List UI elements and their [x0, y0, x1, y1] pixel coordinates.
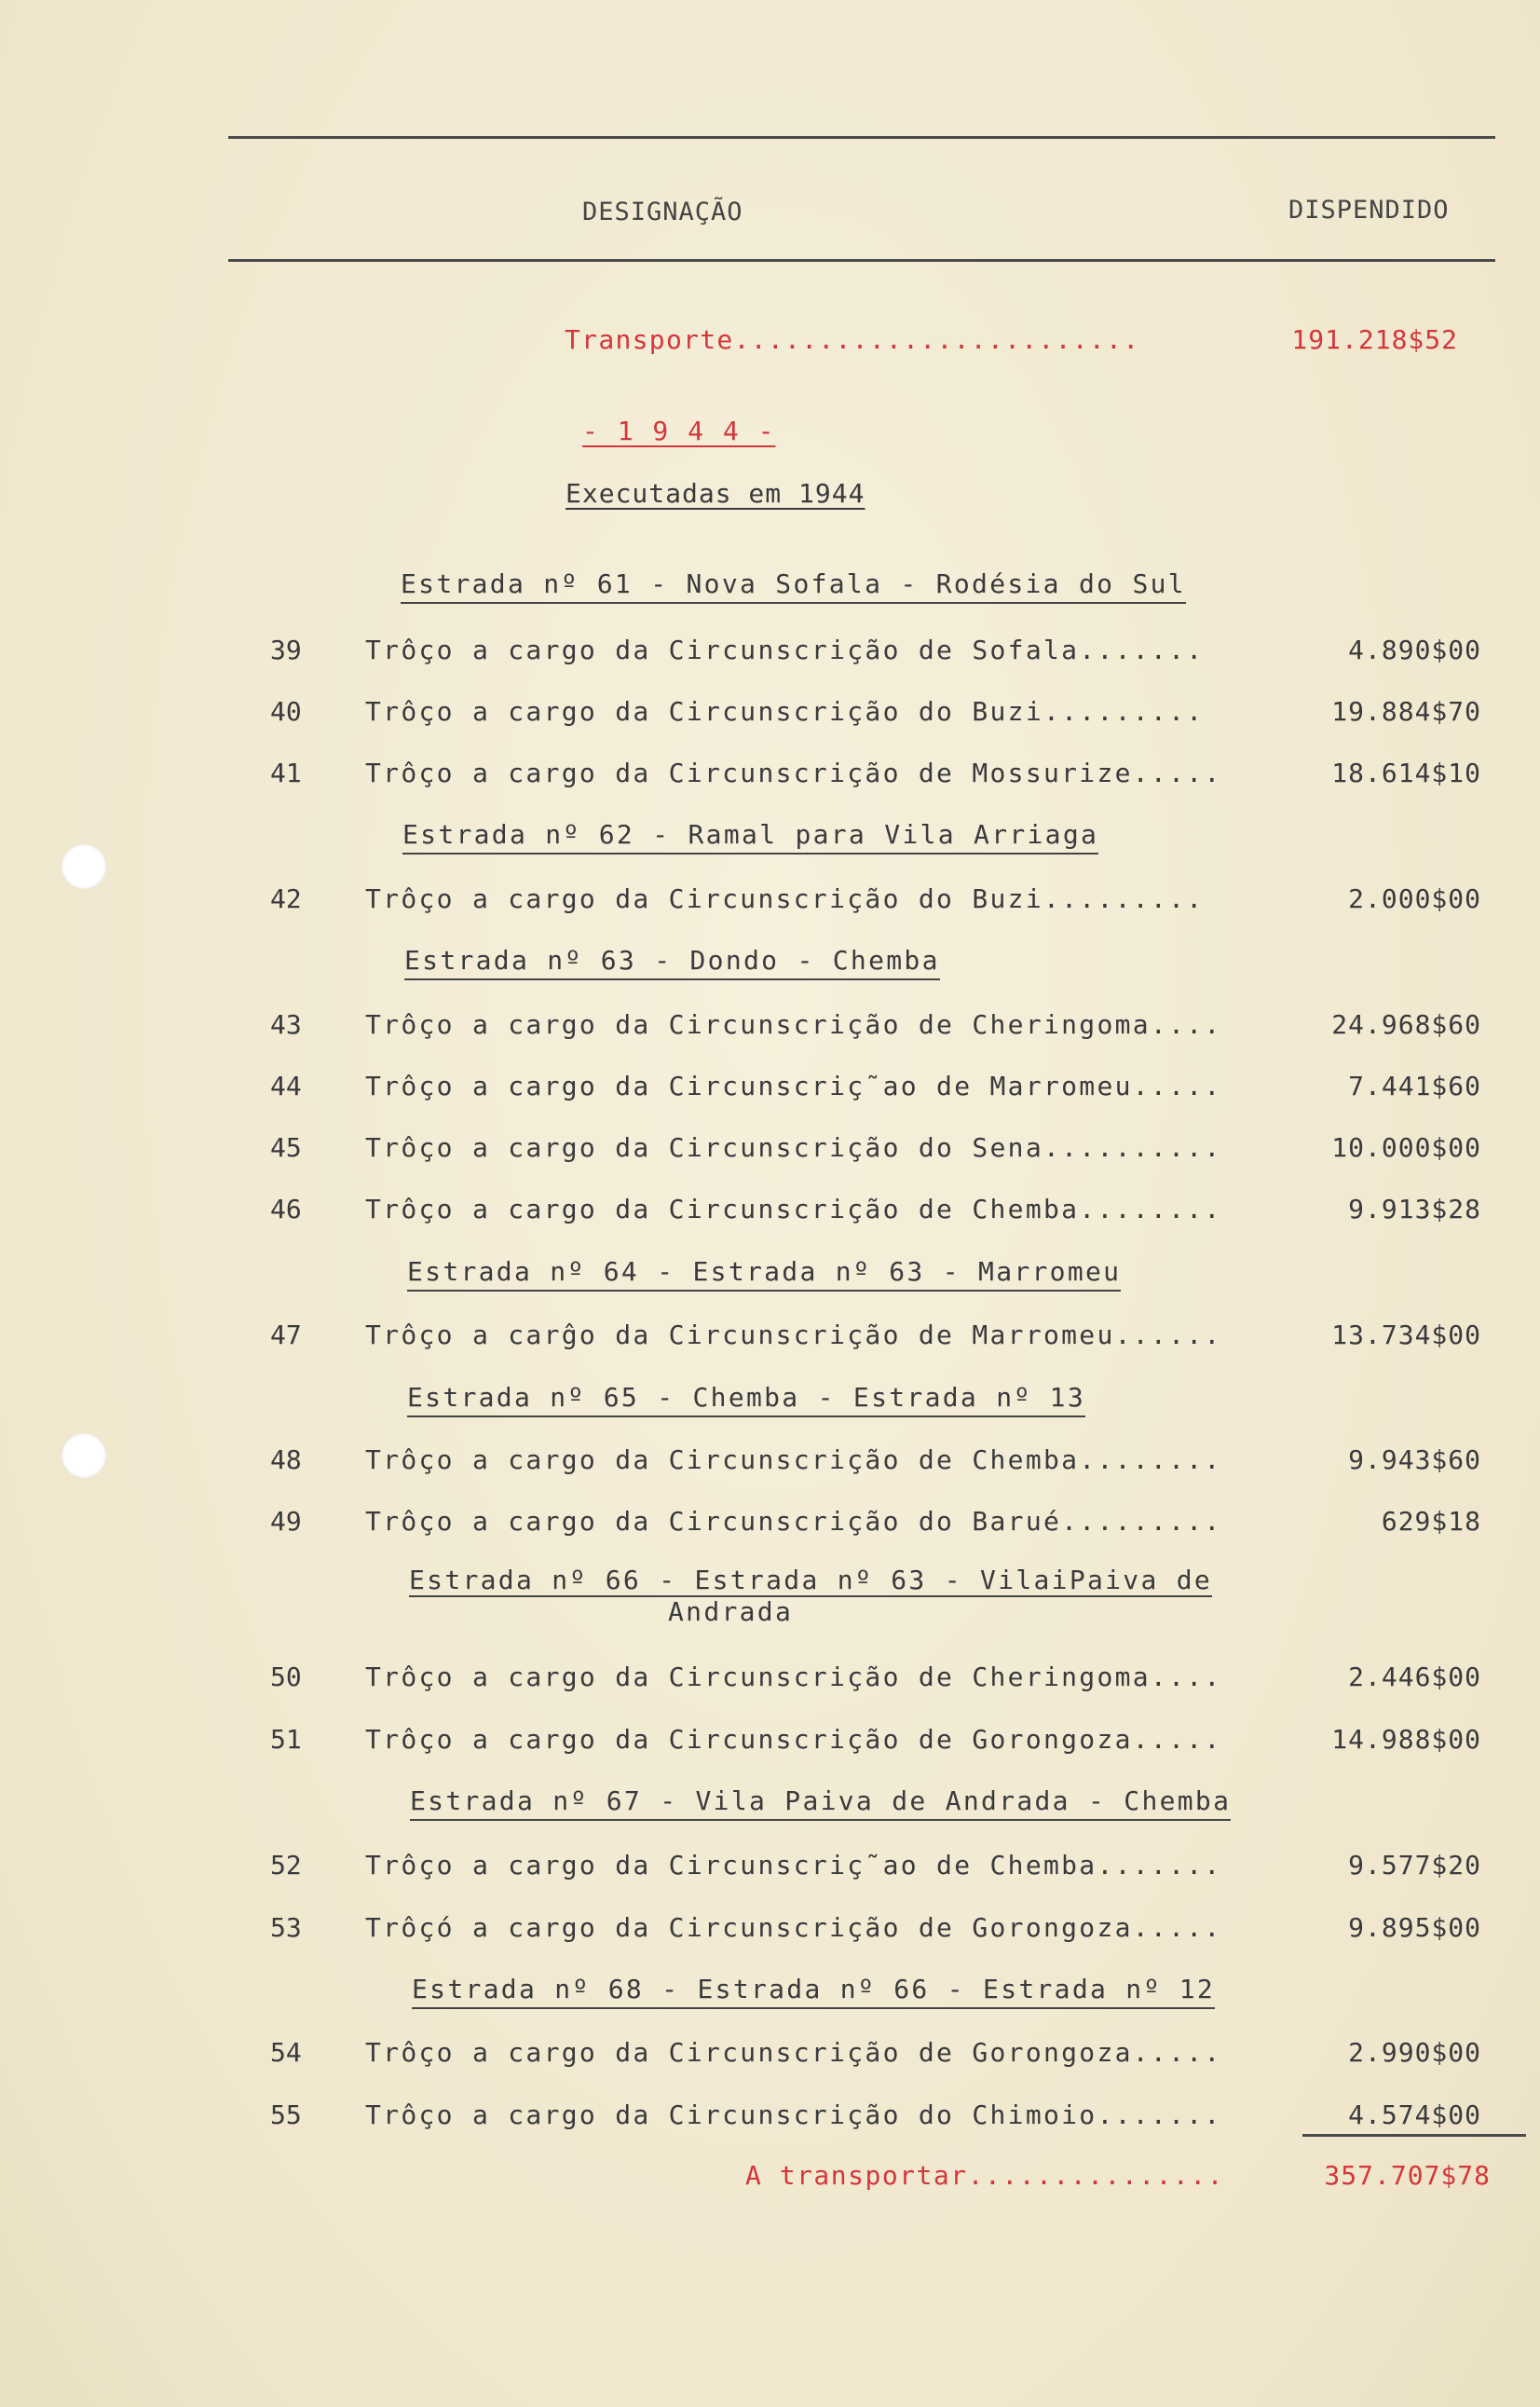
- row-number: 48: [270, 1444, 302, 1475]
- row-description: Trôço a cargo da Circunscriç˜ao de Marromeu.....: [365, 1071, 1222, 1101]
- row-description: Trôço a cargo da Circunscrição de Cheringoma....: [365, 1009, 1222, 1040]
- row-description: Trôço a carĝo da Circunscrição de Marromeu......: [365, 1320, 1222, 1350]
- a-transportar-value: 357.707$78: [1324, 2160, 1491, 2191]
- header-rule: [228, 259, 1495, 262]
- transporte-label: Transporte........................: [565, 324, 1140, 355]
- row-number: 42: [270, 883, 302, 914]
- total-rule: [1302, 2134, 1526, 2137]
- transporte-row: [0, 321, 1540, 359]
- table-row: [0, 1721, 1540, 1758]
- row-description: Trôçó a cargo da Circunscrição de Gorongoza.....: [365, 1912, 1222, 1943]
- row-value: 2.990$00: [1348, 2037, 1481, 2068]
- row-value: 2.446$00: [1348, 1662, 1481, 1692]
- header-designacao: DESIGNAÇÃO: [582, 198, 743, 226]
- row-value: 10.000$00: [1331, 1132, 1481, 1163]
- table-row: [0, 1909, 1540, 1947]
- a-transportar-row: [0, 2157, 1540, 2195]
- table-row: [0, 1659, 1540, 1696]
- table-row: [0, 2034, 1540, 2072]
- section-title-67: Estrada nº 67 - Vila Paiva de Andrada - Chemba: [410, 1784, 1231, 1821]
- row-number: 44: [270, 1071, 302, 1101]
- table-row: [0, 755, 1540, 792]
- row-number: 49: [270, 1506, 302, 1537]
- table-row: [0, 881, 1540, 918]
- row-value: 13.734$00: [1331, 1320, 1481, 1350]
- row-description: Trôço a cargo da Circunscrição do Buzi.........: [365, 883, 1205, 914]
- row-description: Trôço a cargo da Circunscrição do Sena..........: [365, 1132, 1222, 1163]
- table-row: [0, 1191, 1540, 1228]
- top-rule: [228, 136, 1495, 139]
- row-value: 9.943$60: [1348, 1444, 1481, 1475]
- table-row: [0, 2097, 1540, 2134]
- year-heading: - 1 9 4 4 -: [582, 416, 776, 446]
- section-title-68: Estrada nº 68 - Estrada nº 66 - Estrada nº 12: [412, 1972, 1215, 2009]
- header-dispendido: DISPENDIDO: [1288, 196, 1450, 225]
- row-number: 45: [270, 1132, 302, 1163]
- table-row: [0, 632, 1540, 669]
- row-value: 4.574$00: [1348, 2099, 1481, 2130]
- row-description: Trôço a cargo da Circunscrição de Chemba........: [365, 1194, 1222, 1224]
- section-title-65: Estrada nº 65 - Chemba - Estrada nº 13: [407, 1380, 1085, 1417]
- section-title-61: Estrada nº 61 - Nova Sofala - Rodésia do Sul: [401, 567, 1186, 604]
- row-number: 43: [270, 1009, 302, 1040]
- row-number: 39: [270, 635, 302, 665]
- row-description: Trôço a cargo da Circunscrição do Chimoio.......: [365, 2099, 1222, 2130]
- row-value: 19.884$70: [1331, 696, 1481, 727]
- table-row: [0, 1503, 1540, 1540]
- row-number: 55: [270, 2099, 302, 2130]
- row-description: Trôço a cargo da Circunscrição do Barué.........: [365, 1506, 1222, 1537]
- a-transportar-label: A transportar...............: [745, 2160, 1225, 2191]
- row-number: 54: [270, 2037, 302, 2068]
- year-row: [0, 413, 1540, 450]
- row-value: 9.577$20: [1348, 1850, 1481, 1880]
- section-title-63: Estrada nº 63 - Dondo - Chemba: [404, 943, 940, 980]
- row-number: 41: [270, 758, 302, 788]
- section-title-66: [409, 1566, 1212, 1627]
- section-title-66-line2: Andrada: [668, 1596, 794, 1627]
- row-number: 47: [270, 1320, 302, 1350]
- row-number: 51: [270, 1724, 302, 1755]
- table-row: [0, 1129, 1540, 1167]
- row-description: Trôço a cargo da Circunscriç˜ao de Chemba.......: [365, 1850, 1222, 1880]
- row-value: 18.614$10: [1331, 758, 1481, 788]
- table-row: [0, 693, 1540, 731]
- row-value: 7.441$60: [1348, 1071, 1481, 1101]
- section-title-62: Estrada nº 62 - Ramal para Vila Arriaga: [402, 817, 1098, 855]
- section-title-66-line1: Estrada nº 66 - Estrada nº 63 - VilaiPaiva de: [409, 1565, 1213, 1595]
- row-description: Trôço a cargo da Circunscrição de Mossurize.....: [365, 758, 1222, 788]
- row-number: 53: [270, 1912, 302, 1943]
- transporte-value: 191.218$52: [1291, 324, 1458, 355]
- row-description: Trôço a cargo da Circunscrição de Cheringoma....: [365, 1662, 1222, 1692]
- row-number: 46: [270, 1194, 302, 1224]
- row-description: Trôço a cargo da Circunscrição de Chemba........: [365, 1444, 1222, 1475]
- row-value: 14.988$00: [1331, 1724, 1481, 1755]
- row-value: 9.913$28: [1348, 1194, 1481, 1224]
- table-row: [0, 1006, 1540, 1044]
- table-row: [0, 1847, 1540, 1884]
- row-value: 4.890$00: [1348, 635, 1481, 665]
- table-row: [0, 1442, 1540, 1479]
- executadas-heading: Executadas em 1944: [566, 478, 865, 509]
- row-description: Trôço a cargo da Circunscrição de Gorongoza.....: [365, 1724, 1222, 1755]
- row-value: 2.000$00: [1348, 883, 1481, 914]
- row-value: 24.968$60: [1331, 1009, 1481, 1040]
- row-value: 9.895$00: [1348, 1912, 1481, 1943]
- row-value: 629$18: [1381, 1506, 1481, 1537]
- row-description: Trôço a cargo da Circunscrição do Buzi.........: [365, 696, 1205, 727]
- section-title-64: Estrada nº 64 - Estrada nº 63 - Marromeu: [407, 1254, 1121, 1292]
- executadas-row: [0, 475, 1540, 513]
- row-description: Trôço a cargo da Circunscrição de Gorongoza.....: [365, 2037, 1222, 2068]
- row-number: 40: [270, 696, 302, 727]
- row-number: 50: [270, 1662, 302, 1692]
- row-number: 52: [270, 1850, 302, 1880]
- row-description: Trôço a cargo da Circunscrição de Sofala.......: [365, 635, 1205, 665]
- table-row: [0, 1317, 1540, 1354]
- table-row: [0, 1068, 1540, 1105]
